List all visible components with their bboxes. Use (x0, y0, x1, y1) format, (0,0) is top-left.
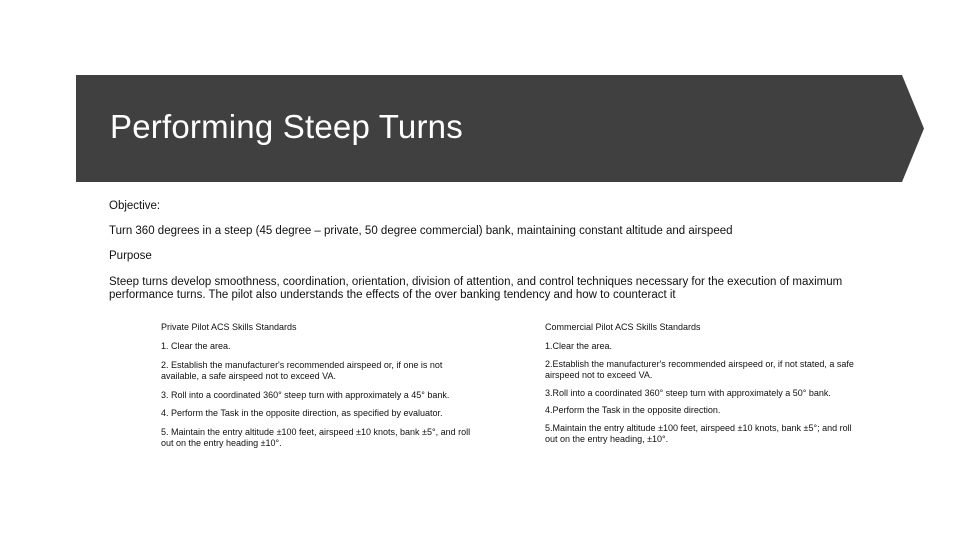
private-standard-item: 4. Perform the Task in the opposite direction, as specified by evaluator. (161, 408, 443, 418)
private-pilot-standards (161, 322, 476, 457)
commercial-pilot-standards (545, 322, 860, 452)
private-standard-item: 5. Maintain the entry altitude ±100 feet, airspeed ±10 knots, bank ±5°, and roll out on the entry heading ±10°. (161, 426, 471, 448)
slide-title: Performing Steep Turns (110, 108, 463, 145)
objective-label: Objective: (109, 200, 161, 212)
commercial-standard-item: 2.Establish the manufacturer's recommended airspeed or, if not stated, a safe airspeed not to exceed VA. (545, 358, 854, 380)
commercial-standards-title: Commercial Pilot ACS Skills Standards (545, 322, 701, 332)
private-standard-item: 1. Clear the area. (161, 341, 231, 351)
private-standard-item: 3. Roll into a coordinated 360° steep turn with approximately a 45° bank. (161, 389, 450, 400)
commercial-standard-item: 1.Clear the area. (545, 341, 613, 351)
private-standards-title: Private Pilot ACS Skills Standards (161, 322, 297, 332)
commercial-standard-item: 4.Perform the Task in the opposite direction. (545, 405, 721, 415)
purpose-text: Steep turns develop smoothness, coordination, orientation, division of attention, and control techniques necessary for the execution of maximum performance turns. The pilot also understands the effects of the over banking tendency and how to counteract it (109, 276, 843, 301)
commercial-standard-item: 5.Maintain the entry altitude ±100 feet, airspeed ±10 knots, bank ±5°; and roll out on the entry heading, ±10°. (545, 422, 852, 444)
objective-text: Turn 360 degrees in a steep (45 degree – private, 50 degree commercial) bank, maintaining constant altitude and airspeed (109, 225, 733, 237)
commercial-standard-item: 3.Roll into a coordinated 360° steep turn with approximately a 50° bank. (545, 387, 831, 398)
private-standard-item: 2. Establish the manufacturer's recommended airspeed or, if one is not available, a safe airspeed not to exceed VA. (161, 359, 443, 381)
purpose-label: Purpose (109, 250, 152, 262)
